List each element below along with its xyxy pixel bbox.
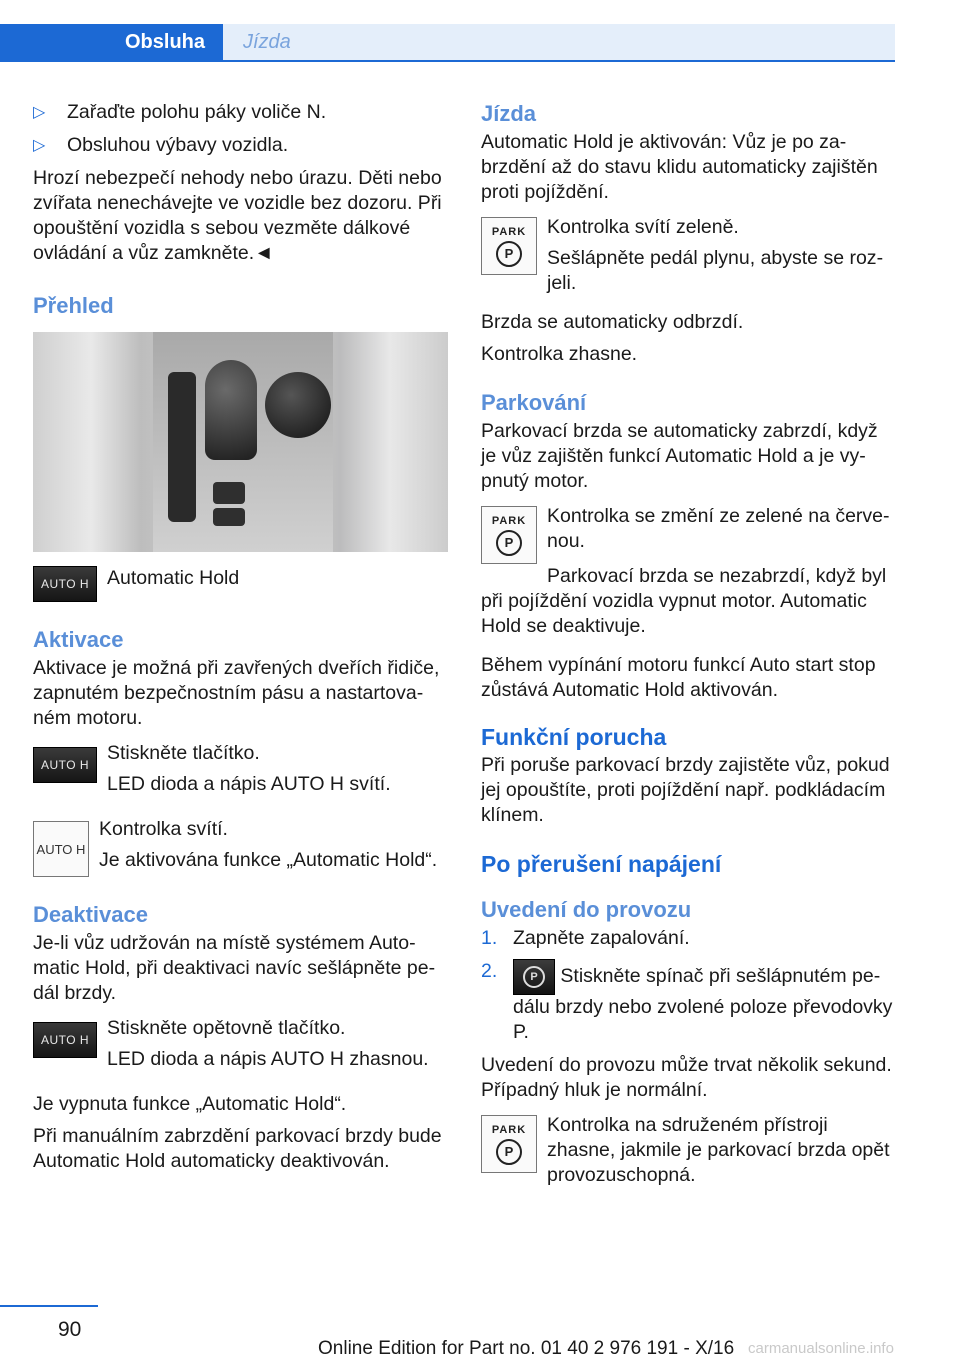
func-active-text: Je aktivována funkce „Automatic Hold“.	[99, 849, 438, 871]
parkovani-text: Parkovací brzda se automaticky zabrzdí, když je vůz zajištěn funkcí Automatic Hold a je vypnutý motor.	[481, 420, 878, 492]
func-off-text: Je vypnuta funkce „Automatic Hold“.	[33, 1093, 347, 1115]
triangle-bullet-icon: ▷	[33, 104, 46, 121]
heading-preruseni: Po přerušení napájení	[481, 851, 722, 877]
autoh-label: Automatic Hold	[107, 567, 240, 589]
press-gas-text: Sešlápněte pedál plynu, abyste se rozjeli.	[547, 247, 884, 294]
heading-jizda: Jízda	[481, 101, 537, 126]
console-photo	[33, 332, 448, 552]
porucha-text: Při poruše parkovací brzdy zajistěte vůz, pokud jej opouštíte, proti pojíždění např. podkládacím klínem.	[481, 754, 890, 826]
step-text: Zapněte zapalování.	[513, 927, 690, 949]
edition-text: Online Edition for Part no. 01 40 2 976 191 - X/16	[318, 1338, 735, 1359]
led-off-text: LED dioda a nápis AUTO H zhasnou.	[107, 1048, 429, 1070]
autostart-text: Během vypínání motoru funkcí Auto start stop zůstává Automatic Hold aktivován.	[481, 654, 876, 701]
park-indicator-icon: PARK P	[481, 1115, 537, 1173]
heading-aktivace: Aktivace	[33, 627, 124, 652]
controller-knob	[265, 372, 331, 438]
led-on-text: LED dioda a nápis AUTO H svítí.	[107, 773, 391, 795]
manual-text: Při manuálním zabrzdění parkovací brzdy bude Automatic Hold automaticky deaktivován.	[33, 1125, 442, 1172]
watermark: carmanualsonline.info	[748, 1340, 894, 1357]
list-item	[33, 100, 453, 125]
header-divider	[0, 60, 895, 62]
auto-h-switch	[213, 508, 245, 526]
tab-obsluha[interactable]: Obsluha	[0, 24, 223, 60]
section-tabs	[0, 24, 895, 62]
step-number: 2.	[481, 960, 498, 982]
press-button-row	[33, 741, 453, 803]
tab-jizda[interactable]: Jízda	[223, 24, 895, 60]
list-item	[481, 926, 896, 951]
heading-deaktivace: Deaktivace	[33, 902, 148, 927]
park-indicator-icon: PARK P	[481, 506, 537, 564]
list-item	[481, 959, 896, 1045]
auto-h-indicator-icon: AUTO H	[33, 821, 89, 877]
triangle-bullet-icon: ▷	[33, 137, 46, 154]
press-again-row	[33, 1016, 453, 1078]
autoh-legend-row	[33, 566, 453, 602]
provoz-text: Uvedení do provozu může trvat několik sekund. Případný hluk je normální.	[481, 1054, 892, 1101]
selector-lever	[205, 360, 257, 460]
lamp-green-row	[481, 215, 896, 302]
auto-h-button-icon: AUTO H	[33, 1022, 97, 1058]
press-again-text: Stiskněte opětovně tlačítko.	[107, 1017, 346, 1039]
park-indicator-icon: PARK P	[481, 217, 537, 275]
step-number: 1.	[481, 927, 498, 949]
lamp-on-row	[33, 817, 453, 879]
lamp-on-text: Kontrolka svítí.	[99, 818, 228, 840]
auto-h-button-icon: AUTO H	[33, 747, 97, 783]
lamp-green-text: Kontrolka svítí zeleně.	[547, 216, 739, 238]
heading-prehled: Přehled	[33, 293, 114, 318]
brake-release-text: Brzda se automaticky odbrzdí.	[481, 311, 744, 333]
left-column	[33, 100, 453, 1181]
bullet-text: Obsluhou výbavy vozidla.	[67, 134, 289, 156]
heading-porucha: Funkční porucha	[481, 724, 667, 750]
step-content	[513, 959, 896, 1045]
page-number: 90	[58, 1318, 82, 1341]
footer-divider	[0, 1305, 98, 1307]
parking-brake-switch	[213, 482, 245, 504]
button-panel	[168, 372, 196, 522]
auto-h-button-icon: AUTO H	[33, 566, 97, 602]
final-text: Kontrolka na sdruženém přístroji zhasne, jakmile je parkovací brzda opět provozuschopná.	[547, 1114, 890, 1186]
press-button-text: Stiskněte tlačítko.	[107, 742, 260, 764]
deaktivace-text: Je-li vůz udržován na místě systémem Automatic Hold, při deaktivaci navíc sešlápněte pedál brzdy.	[33, 932, 436, 1004]
heading-provoz: Uvedení do provozu	[481, 897, 692, 922]
lamp-change-text: Kontrolka se změní ze zelené na červenou.	[547, 505, 890, 552]
bullet-text: Zařaďte polohu páky voliče N.	[67, 101, 327, 123]
step-text: Stiskněte spínač při sešlápnutém pedálu brzdy nebo zvolené poloze převodovky P.	[513, 965, 893, 1043]
list-item	[33, 133, 453, 158]
lamp-off-text: Kontrolka zhasne.	[481, 343, 638, 365]
final-lamp-row	[481, 1113, 896, 1194]
right-column	[481, 100, 896, 1202]
no-brake-text: Parkovací brzda se nezabrzdí, když byl při pojíždění vozidla vypnut motor. Automatic Hold se deaktivuje.	[481, 565, 887, 637]
jizda-text: Automatic Hold je aktivován: Vůz je po zabrzdění až do stavu klidu automaticky zajištěn proti pojíždění.	[481, 131, 878, 203]
lamp-change-row	[481, 504, 896, 564]
parking-brake-switch-icon: P	[513, 959, 555, 995]
warning-text: Hrozí nebezpečí nehody nebo úrazu. Děti nebo zvířata nenechávejte ve vozidle bez dozoru. Při opouštění vozidla s sebou vezměte dálkové ovládání a vůz zamkněte.◄	[33, 167, 442, 264]
heading-parkovani: Parkování	[481, 390, 587, 415]
aktivace-text: Aktivace je možná při zavřených dveřích řidiče, zapnutém bezpečnostním pásu a nastartovaném motoru.	[33, 657, 440, 729]
